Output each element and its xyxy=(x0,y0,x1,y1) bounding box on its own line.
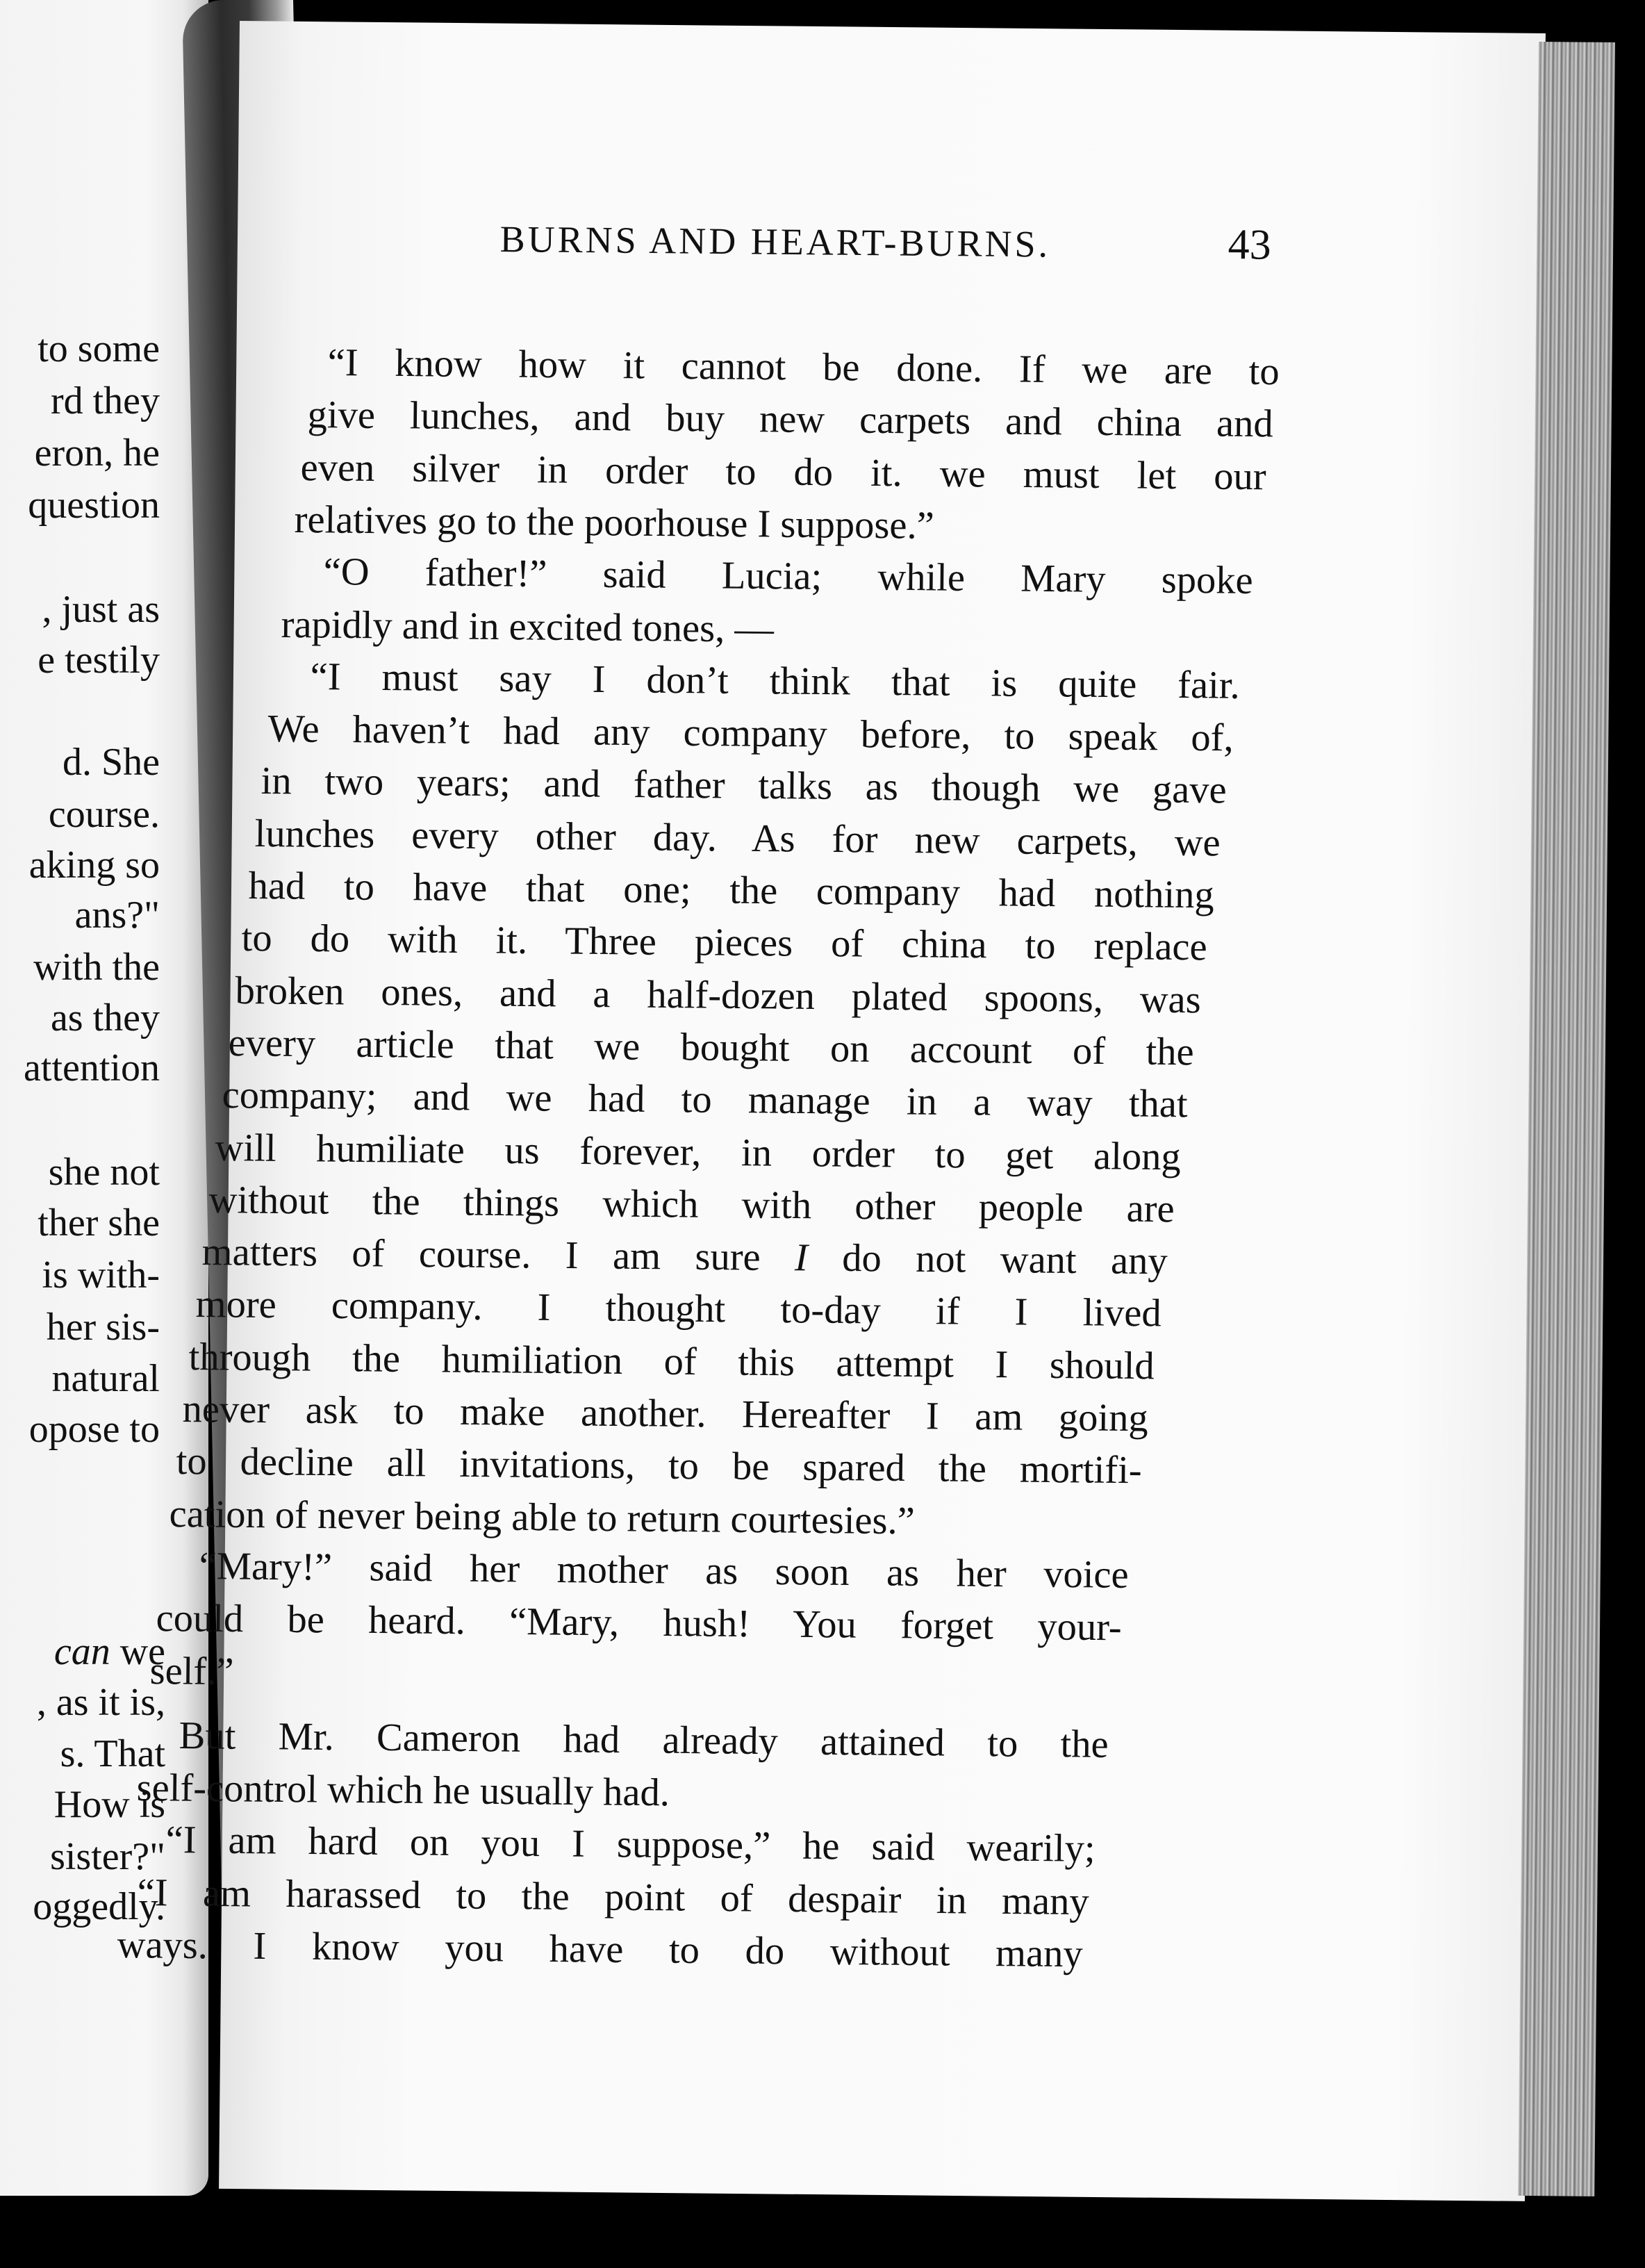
body-line: ways. I know you have to do without many xyxy=(116,1923,1083,1976)
left-page-line: How is xyxy=(53,1783,165,1826)
body-line: without the things which with other people are xyxy=(208,1178,1175,1231)
left-page-line: , as it is, xyxy=(36,1681,165,1724)
left-page-line: to some xyxy=(38,327,160,370)
left-page-line: rd they xyxy=(50,379,160,422)
body-line: to do with it. Three pieces of china to replace xyxy=(241,917,1207,969)
left-page-line: she not xyxy=(48,1151,160,1194)
left-page-line: natural xyxy=(51,1357,160,1400)
left-page-line: attention xyxy=(24,1046,160,1090)
body-line: cation of never being able to return courtesies.” xyxy=(169,1492,916,1543)
left-page-line: can we xyxy=(53,1630,165,1673)
left-page-line: as they xyxy=(50,996,160,1040)
left-page-line: s. That xyxy=(60,1732,165,1775)
body-line: rapidly and in excited tones, — xyxy=(281,602,774,651)
left-page-line: ther she xyxy=(38,1201,160,1244)
body-line: “I know how it cannot be done. If we are to xyxy=(327,340,1280,394)
left-page-line: her sis- xyxy=(46,1306,160,1349)
left-page-line: sister?" xyxy=(50,1835,165,1878)
left-page-line: is with- xyxy=(42,1254,160,1297)
page-number: 43 xyxy=(1227,221,1271,269)
body-line: We haven’t had any company before, to speak of, xyxy=(267,707,1234,760)
body-line: through the humiliation of this attempt I should xyxy=(188,1335,1155,1388)
left-page-line: , just as xyxy=(42,588,160,631)
body-line: broken ones, and a half-dozen plated spoons, was xyxy=(234,969,1201,1021)
left-page-line: question xyxy=(28,484,160,527)
body-line: “Mary!” said her mother as soon as her voice xyxy=(199,1544,1129,1597)
left-page-fragment xyxy=(0,0,208,2196)
body-line: give lunches, and buy new carpets and china and xyxy=(306,393,1273,446)
left-page-line: with the xyxy=(33,946,160,989)
body-line: “I am hard on you I suppose,” he said wearily; xyxy=(165,1818,1096,1871)
body-line: in two years; and father talks as though we gave xyxy=(261,759,1227,812)
left-page-line: oggedly. xyxy=(33,1885,165,1928)
body-line: self.” xyxy=(149,1649,234,1693)
body-line: company; and we had to manage in a way that xyxy=(222,1074,1188,1126)
body-line: relatives go to the poorhouse I suppose.” xyxy=(294,498,934,548)
body-line: “I am harassed to the point of despair in many xyxy=(137,1871,1089,1923)
running-head-title: BURNS AND HEART-BURNS. xyxy=(499,217,1051,265)
left-page-line: course. xyxy=(48,793,160,836)
body-line: never ask to make another. Hereafter I am going xyxy=(182,1388,1148,1440)
body-line: But Mr. Cameron had already attained to the xyxy=(179,1714,1109,1766)
body-line: self-control which he usually had. xyxy=(136,1766,670,1815)
body-line: “O father!” said Lucia; while Mary spoke xyxy=(323,550,1254,603)
body-line: “I must say I don’t think that is quite fair. xyxy=(310,655,1241,707)
left-page-line: eron, he xyxy=(34,432,160,475)
body-line: will humiliate us forever, in order to get along xyxy=(215,1126,1182,1178)
body-line: every article that we bought on account of the xyxy=(228,1021,1195,1074)
body-line: matters of course. I am sure I do not want any xyxy=(201,1231,1168,1283)
left-page-line: aking so xyxy=(28,844,160,887)
body-line: to decline all invitations, to be spared the mortifi- xyxy=(175,1440,1142,1493)
body-line: could be heard. “Mary, hush! You forget your- xyxy=(156,1597,1123,1650)
left-page-line: ans?" xyxy=(74,894,160,937)
body-line: had to have that one; the company had nothing xyxy=(247,864,1214,917)
body-line: even silver in order to do it. we must let our xyxy=(300,445,1267,498)
left-page-line: e testily xyxy=(38,639,160,682)
body-line: lunches every other day. As for new carpets, we xyxy=(254,812,1221,865)
body-line: more company. I thought to-day if I lived xyxy=(195,1283,1162,1336)
left-page-line: opose to xyxy=(28,1408,160,1451)
left-page-line: d. She xyxy=(63,741,160,784)
